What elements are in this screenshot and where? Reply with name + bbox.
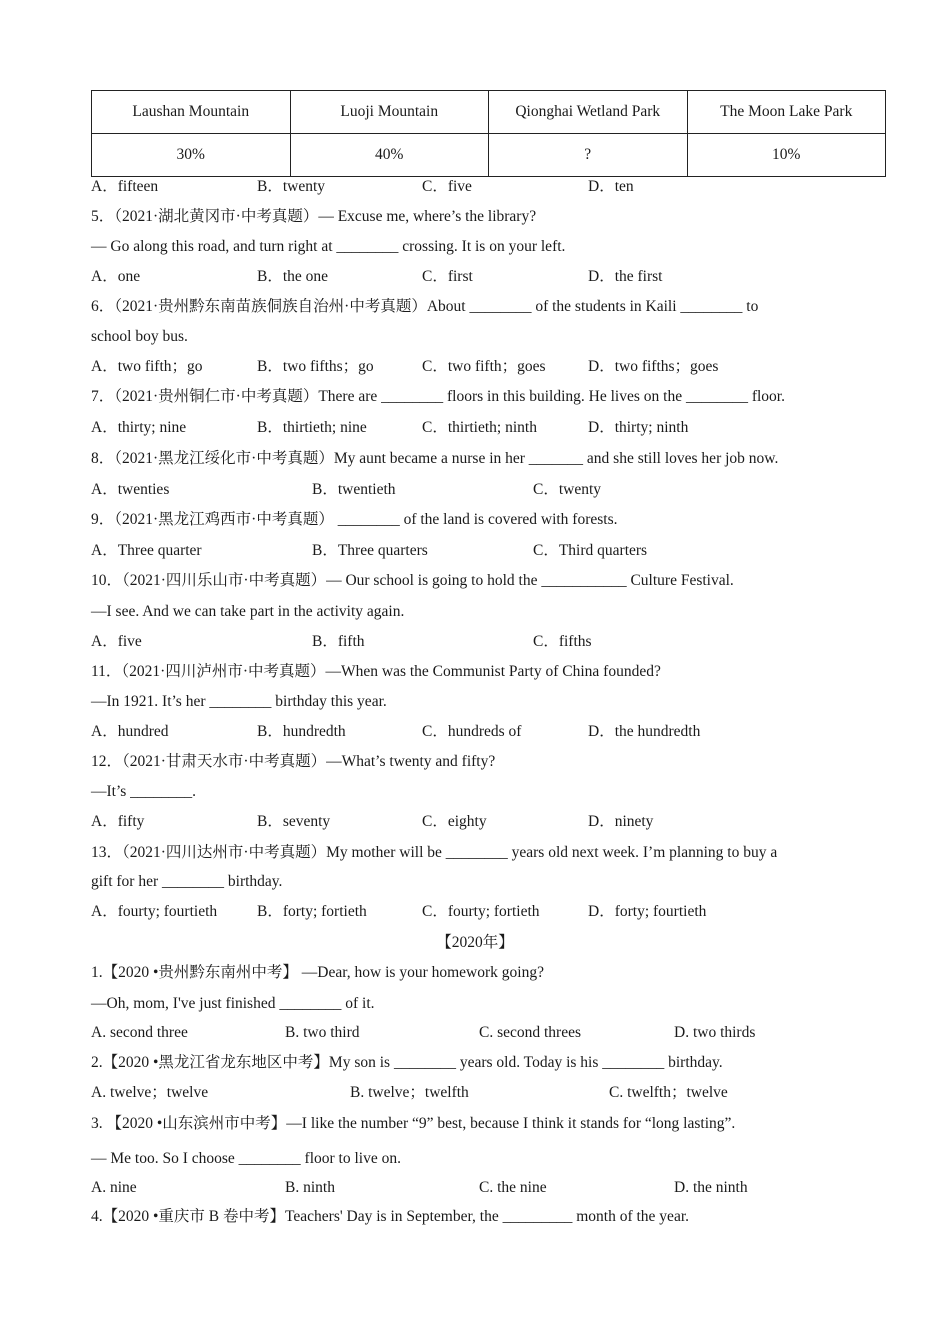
table-cell: 30%: [92, 134, 291, 177]
q5-option-b: B．the one: [257, 268, 329, 285]
q11-option-b: B．hundredth: [257, 723, 346, 740]
table-cell: ?: [489, 134, 688, 177]
q8-option-c: C．twenty: [533, 481, 602, 498]
q9-option-c: C．Third quarters: [533, 542, 648, 559]
q9-option-b: B．Three quarters: [312, 542, 428, 559]
p1-option-d: D. two thirds: [674, 1024, 756, 1041]
q11-option-c: C．hundreds of: [422, 723, 522, 740]
q5-line2: — Go along this road, and turn right at ________ crossing. It is on your left.: [91, 238, 566, 255]
q5-option-c: C．first: [422, 268, 473, 285]
q6-line2: school boy bus.: [91, 328, 188, 345]
p3-line2: — Me too. So I choose ________ floor to live on.: [91, 1150, 401, 1167]
p2-option-b: B. twelve；twelfth: [350, 1084, 469, 1101]
table-cell: 10%: [687, 134, 886, 177]
q10-line2: —I see. And we can take part in the activity again.: [91, 603, 405, 620]
q6-option-b: B．two fifths；go: [257, 358, 374, 375]
table-cell: The Moon Lake Park: [687, 91, 886, 134]
q11-option-a: A．hundred: [91, 723, 169, 740]
q12-option-b: B．seventy: [257, 813, 331, 830]
q11-stem: 11．（2021·四川泸州市·中考真题）—When was the Communist Party of China founded?: [91, 663, 661, 680]
q10-option-c: C．fifths: [533, 633, 592, 650]
q10-stem: 10．（2021·四川乐山市·中考真题）— Our school is going to hold the ___________ Culture Festival.: [91, 572, 734, 589]
q12-option-a: A．fifty: [91, 813, 145, 830]
p3-stem: 3. 【2020 •山东滨州市中考】—I like the number “9” best, because I think it stands for “long lasting”.: [91, 1115, 736, 1132]
table-cell: 40%: [290, 134, 489, 177]
q7-option-a: A．thirty; nine: [91, 419, 187, 436]
p3-option-d: D. the ninth: [674, 1179, 748, 1196]
p4-stem: 4.【2020 •重庆市 B 卷中考】Teachers' Day is in September, the _________ month of the year.: [91, 1208, 689, 1225]
p3-option-c: C. the nine: [479, 1179, 547, 1196]
q6-stem: 6．（2021·贵州黔东南苗族侗族自治州·中考真题）About ________ of the students in Kaili ________ to: [91, 298, 759, 315]
q5-option-d: D．the first: [588, 268, 663, 285]
q13-option-b: B．forty; fortieth: [257, 903, 367, 920]
q7-option-b: B．thirtieth; nine: [257, 419, 367, 436]
q6-option-a: A．two fifth；go: [91, 358, 203, 375]
q6-option-c: C．two fifth；goes: [422, 358, 546, 375]
p3-option-a: A. nine: [91, 1179, 137, 1196]
q12-option-c: C．eighty: [422, 813, 487, 830]
q9-option-a: A．Three quarter: [91, 542, 202, 559]
q12-stem: 12．（2021·甘肃天水市·中考真题）—What’s twenty and fifty?: [91, 753, 496, 770]
q10-option-b: B．fifth: [312, 633, 365, 650]
p2-stem: 2.【2020 •黑龙江省龙东地区中考】My son is ________ years old. Today is his ________ birthday.: [91, 1054, 723, 1071]
table-cell: Laushan Mountain: [92, 91, 291, 134]
table-value-row: [92, 134, 886, 177]
q4-option-c: C．five: [422, 178, 472, 195]
q5-option-a: A．one: [91, 268, 141, 285]
q11-line2: —In 1921. It’s her ________ birthday this year.: [91, 693, 387, 710]
q8-option-a: A．twenties: [91, 481, 170, 498]
survey-table: [91, 90, 886, 177]
q13-stem: 13．（2021·四川达州市·中考真题）My mother will be ________ years old next week. I’m planning to buy a: [91, 844, 778, 861]
p1-line2: —Oh, mom, I've just finished ________ of it.: [91, 995, 375, 1012]
table-cell: Luoji Mountain: [290, 91, 489, 134]
q11-option-d: D．the hundredth: [588, 723, 701, 740]
q7-option-c: C．thirtieth; ninth: [422, 419, 537, 436]
q7-option-d: D．thirty; ninth: [588, 419, 689, 436]
p1-stem: 1.【2020 •贵州黔东南州中考】 —Dear, how is your homework going?: [91, 964, 544, 981]
p1-option-b: B. two third: [285, 1024, 360, 1041]
table-cell: Qionghai Wetland Park: [489, 91, 688, 134]
q4-option-d: D．ten: [588, 178, 634, 195]
p2-option-c: C. twelfth；twelve: [609, 1084, 728, 1101]
p3-option-b: B. ninth: [285, 1179, 335, 1196]
q7-stem: 7．（2021·贵州铜仁市·中考真题）There are ________ floors in this building. He lives on the ________ floor.: [91, 388, 785, 405]
q8-stem: 8．（2021·黑龙江绥化市·中考真题）My aunt became a nurse in her _______ and she still loves her job now.: [91, 450, 779, 467]
q4-option-b: B．twenty: [257, 178, 326, 195]
q10-option-a: A．five: [91, 633, 142, 650]
q12-option-d: D．ninety: [588, 813, 654, 830]
section-heading-2020: 【2020年】: [436, 934, 514, 951]
q12-line2: —It’s ________.: [91, 783, 197, 800]
p2-option-a: A. twelve；twelve: [91, 1084, 209, 1101]
table-header-row: [92, 91, 886, 134]
q5-stem: 5．（2021·湖北黄冈市·中考真题）— Excuse me, where’s the library?: [91, 208, 537, 225]
q13-option-a: A．fourty; fourtieth: [91, 903, 218, 920]
q9-stem: 9．（2021·黑龙江鸡西市·中考真题） ________ of the land is covered with forests.: [91, 511, 618, 528]
q13-line2: gift for her ________ birthday.: [91, 873, 283, 890]
q6-option-d: D．two fifths；goes: [588, 358, 719, 375]
p1-option-c: C. second threes: [479, 1024, 582, 1041]
q13-option-d: D．forty; fourtieth: [588, 903, 707, 920]
q4-option-a: A．fifteen: [91, 178, 159, 195]
q13-option-c: C．fourty; fortieth: [422, 903, 540, 920]
p1-option-a: A. second three: [91, 1024, 188, 1041]
q8-option-b: B．twentieth: [312, 481, 396, 498]
